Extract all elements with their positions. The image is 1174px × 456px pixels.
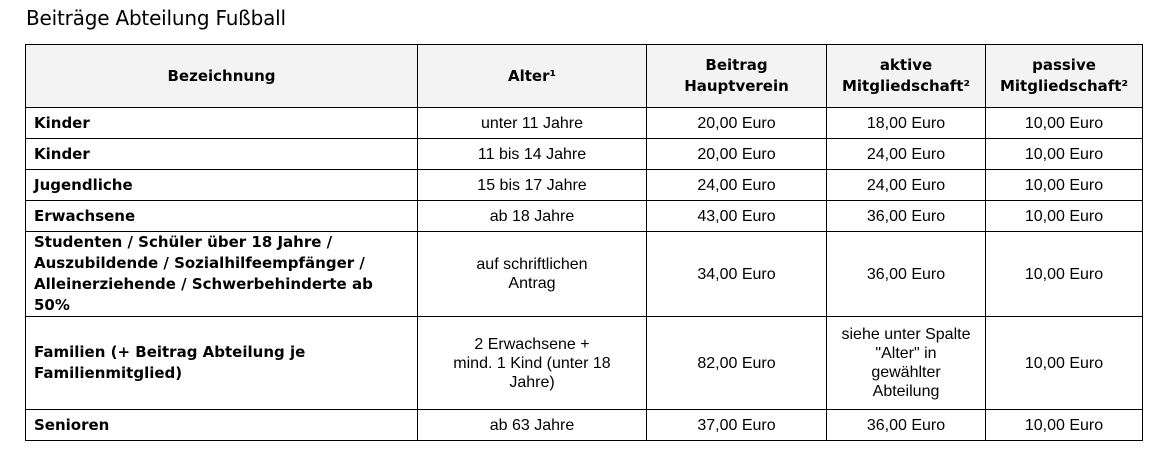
header-alter: Alter¹ [418,45,647,108]
cell-bezeichnung: Jugendliche [26,170,418,201]
cell-aktive: 36,00 Euro [827,201,986,232]
table-row [26,410,1143,441]
table-row [26,108,1143,139]
cell-alter: 2 Erwachsene + mind. 1 Kind (unter 18 Jahre) [418,317,647,410]
table-row [26,317,1143,410]
cell-aktive: 36,00 Euro [827,410,986,441]
cell-alter: auf schriftlichen Antrag [418,232,647,317]
cell-passive: 10,00 Euro [986,410,1143,441]
header-passive-mitgliedschaft: passive Mitgliedschaft² [986,45,1143,108]
page-title: Beiträge Abteilung Fußball [26,6,286,30]
table-header-row [26,45,1143,108]
table-row [26,232,1143,317]
header-beitrag-hauptverein: Beitrag Hauptverein [647,45,827,108]
cell-beitrag-hauptverein: 43,00 Euro [647,201,827,232]
cell-aktive: 24,00 Euro [827,170,986,201]
cell-bezeichnung: Kinder [26,108,418,139]
cell-aktive: 24,00 Euro [827,139,986,170]
cell-alter: 11 bis 14 Jahre [418,139,647,170]
cell-beitrag-hauptverein: 24,00 Euro [647,170,827,201]
cell-beitrag-hauptverein: 37,00 Euro [647,410,827,441]
header-aktive-mitgliedschaft: aktive Mitgliedschaft² [827,45,986,108]
cell-beitrag-hauptverein: 34,00 Euro [647,232,827,317]
cell-alter: ab 18 Jahre [418,201,647,232]
cell-bezeichnung: Familien (+ Beitrag Abteilung je Familienmitglied) [26,317,418,410]
cell-bezeichnung: Senioren [26,410,418,441]
cell-passive: 10,00 Euro [986,139,1143,170]
cell-aktive: 36,00 Euro [827,232,986,317]
cell-aktive: 18,00 Euro [827,108,986,139]
table-row [26,139,1143,170]
cell-passive: 10,00 Euro [986,170,1143,201]
cell-alter: unter 11 Jahre [418,108,647,139]
table-row [26,201,1143,232]
fee-table [25,44,1143,441]
cell-beitrag-hauptverein: 20,00 Euro [647,139,827,170]
cell-beitrag-hauptverein: 20,00 Euro [647,108,827,139]
cell-alter: 15 bis 17 Jahre [418,170,647,201]
cell-passive: 10,00 Euro [986,201,1143,232]
cell-beitrag-hauptverein: 82,00 Euro [647,317,827,410]
cell-bezeichnung: Studenten / Schüler über 18 Jahre / Auszubildende / Sozialhilfeempfänger / Alleinerziehende / Schwerbehinderte ab 50% [26,232,418,317]
cell-aktive: siehe unter Spalte "Alter" in gewählter Abteilung [827,317,986,410]
cell-bezeichnung: Erwachsene [26,201,418,232]
header-bezeichnung: Bezeichnung [26,45,418,108]
cell-passive: 10,00 Euro [986,232,1143,317]
cell-alter: ab 63 Jahre [418,410,647,441]
cell-passive: 10,00 Euro [986,108,1143,139]
cell-passive: 10,00 Euro [986,317,1143,410]
cell-bezeichnung: Kinder [26,139,418,170]
table-row [26,170,1143,201]
